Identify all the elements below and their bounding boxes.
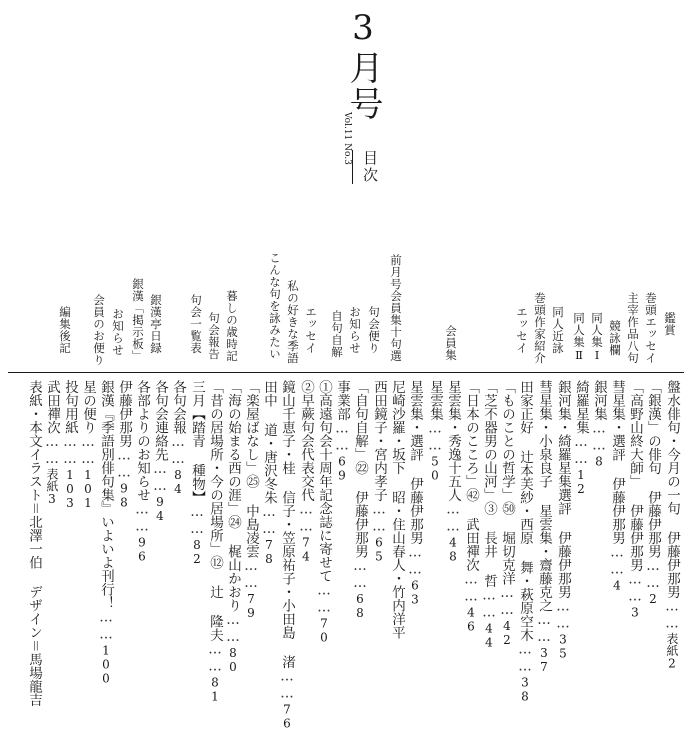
entry-text: 伊藤伊那男 xyxy=(116,380,132,448)
category-label: 主宰作品八句 xyxy=(626,292,640,364)
entry-text: 星雲集 xyxy=(427,380,443,421)
entry-page: 100 xyxy=(99,643,113,686)
entry-text: 銀河集・綺羅星集選評 伊藤伊那男 xyxy=(555,380,571,599)
section-divider xyxy=(8,372,684,373)
entry-leader: …… xyxy=(243,558,259,592)
entry-page: 74 xyxy=(299,535,313,564)
entry-page: 79 xyxy=(244,592,258,620)
entry-leader: …… xyxy=(407,544,423,579)
entry-leader: …… xyxy=(170,434,186,468)
category-label: 暮しの歳時記 xyxy=(225,290,239,362)
entry-text: 表紙・本文イラスト＝北澤一伯 デザイン＝馬場龍吉 xyxy=(26,380,42,707)
category-label: こんな句を詠みたい xyxy=(268,252,282,360)
toc-entry[interactable] xyxy=(607,380,627,593)
toc-entry[interactable] xyxy=(625,380,645,620)
entry-leader: …… xyxy=(152,461,168,495)
category-label: エッセイ xyxy=(515,306,529,354)
entry-text: 鏡山千恵子・桂 信子・笠原祐子・小田島 渚 xyxy=(279,380,295,669)
entry-text: 星の便り xyxy=(80,380,96,434)
entry-text: 盤水俳句・今月の一句 伊藤伊那男 xyxy=(664,380,680,599)
entry-text: 「昔の居場所・今の居場所」⑫ 辻 隆夫 xyxy=(207,380,223,642)
entry-text: 各句会連絡先 xyxy=(152,380,168,461)
entry-text: 銀河集 xyxy=(591,380,607,421)
entry-page: 63 xyxy=(408,578,422,607)
category-label: お知らせ xyxy=(111,308,125,356)
category-label: 編集後記 xyxy=(58,306,72,354)
entry-page: 101 xyxy=(81,468,95,510)
toc-entry[interactable] xyxy=(553,380,573,661)
entry-text: 銀漢『季語別俳句集』いよいよ刊行！ xyxy=(98,380,114,610)
category-label: 同人集Ⅰ xyxy=(590,312,604,363)
toc-entry[interactable] xyxy=(132,380,152,564)
category-label: 句会便り xyxy=(367,306,381,354)
entry-page: 37 xyxy=(537,646,551,674)
entry-text: 各句会報 xyxy=(170,380,186,434)
entry-page: 44 xyxy=(482,621,496,650)
entry-page: 48 xyxy=(446,535,460,564)
entry-leader: …… xyxy=(463,571,479,606)
category-label: 銀漢「掲示板」 xyxy=(131,278,145,362)
entry-leader: …… xyxy=(591,420,607,455)
toc-entry[interactable] xyxy=(515,380,535,704)
category-label: 前月号会員集十句選 xyxy=(389,254,403,362)
toc-entry[interactable] xyxy=(534,380,554,674)
toc-entry[interactable] xyxy=(643,380,663,606)
entry-page: 78 xyxy=(262,538,276,566)
toc-entry[interactable] xyxy=(42,380,62,506)
category-label: 会員のお便り xyxy=(92,294,106,366)
entry-page: 8 xyxy=(592,454,606,469)
entry-page: 70 xyxy=(317,616,331,645)
toc-entry[interactable] xyxy=(205,380,225,704)
entry-text: 三月【踏青 種物】 xyxy=(189,380,205,504)
entry-page: 96 xyxy=(135,535,149,564)
category-label: 私の好きな季語 xyxy=(286,280,300,364)
entry-page: 46 xyxy=(464,605,478,634)
entry-leader: …… xyxy=(334,420,350,455)
toc-entry[interactable] xyxy=(314,380,334,645)
entry-page: 50 xyxy=(428,454,442,483)
toc-entry[interactable] xyxy=(350,380,370,620)
entry-leader: …… xyxy=(609,544,625,579)
entry-text: 事業部 xyxy=(334,380,350,421)
toc-entry[interactable] xyxy=(443,380,463,564)
toc-entry[interactable] xyxy=(259,380,279,566)
entry-leader: …… xyxy=(517,641,533,676)
toc-entry[interactable] xyxy=(277,380,297,731)
entry-leader: …… xyxy=(44,434,60,468)
toc-entry[interactable] xyxy=(241,380,261,620)
entry-page: 81 xyxy=(208,675,222,704)
entry-text: 各部よりのお知らせ xyxy=(134,380,150,502)
entry-text: 星雲集・選評 伊藤伊那男 xyxy=(407,380,423,545)
entry-page: 2 xyxy=(646,592,660,606)
entry-text: 「高野山終大師」 伊藤伊那男 xyxy=(627,380,643,572)
toc-entry[interactable] xyxy=(187,380,207,566)
entry-leader: …… xyxy=(225,612,241,646)
entry-leader: …… xyxy=(645,558,661,592)
entry-text: 投句用紙 xyxy=(62,380,78,434)
entry-text: ①高遠句会十周年記念誌に寄せて xyxy=(316,380,332,583)
category-label: 同人集Ⅱ xyxy=(572,312,586,363)
entry-text: 綺羅星集 xyxy=(573,380,589,434)
entry-leader: …… xyxy=(298,501,314,536)
entry-leader: …… xyxy=(98,609,114,644)
entry-text: 「海の始まる西の涯」㉔ 梶山かおり xyxy=(225,380,241,612)
entry-page: 35 xyxy=(556,632,570,661)
credits-line xyxy=(24,380,44,707)
entry-page: 98 xyxy=(117,481,131,510)
toc-entry[interactable] xyxy=(461,380,481,634)
category-label: 競詠欄 xyxy=(608,320,622,356)
entry-page: 12 xyxy=(574,468,588,496)
entry-page: 94 xyxy=(153,495,167,523)
entry-page: 65 xyxy=(372,535,386,564)
entry-text: 彗星集・選評 伊藤伊那男 xyxy=(609,380,625,545)
toc-entry[interactable] xyxy=(78,380,98,510)
category-label: 巻頭作家紹介 xyxy=(533,292,547,364)
issue-title: 3月号 xyxy=(343,8,383,122)
entry-text: 「芝不器男の山河」③ 長井 哲 xyxy=(481,380,497,588)
toc-entry[interactable] xyxy=(589,380,609,469)
entry-leader: …… xyxy=(499,585,515,619)
entry-page: 68 xyxy=(353,592,367,620)
entry-text: ②早蕨句会代表交代 xyxy=(298,380,314,502)
toc-entry[interactable] xyxy=(405,380,425,607)
entry-page: 3 xyxy=(628,605,642,620)
entry-text: 西田鏡子・宮内孝子 xyxy=(371,380,387,502)
entry-leader: …… xyxy=(445,501,461,536)
entry-page: 84 xyxy=(171,468,185,496)
entry-leader: …… xyxy=(207,641,223,676)
entry-leader: …… xyxy=(116,447,132,482)
entry-text: 彗星集・小泉良子 星雲集・齋藤克之 xyxy=(536,380,552,612)
entry-text: 「銀漢」の俳句 伊藤伊那男 xyxy=(645,380,661,558)
entry-leader: …… xyxy=(481,587,497,622)
toc-entry[interactable] xyxy=(497,380,517,647)
toc-heading: 目次 xyxy=(352,150,381,184)
entry-page: 103 xyxy=(63,468,77,510)
entry-leader: …… xyxy=(627,571,643,606)
entry-leader: …… xyxy=(555,598,571,633)
category-label: 自句自解 xyxy=(330,310,344,358)
toc-entry[interactable] xyxy=(114,380,134,510)
toc-entry[interactable] xyxy=(296,380,316,564)
entry-leader: …… xyxy=(371,501,387,536)
entry-leader: …… xyxy=(279,668,295,703)
toc-entry[interactable] xyxy=(369,380,389,564)
toc-entry[interactable] xyxy=(425,380,445,483)
category-label: 銀漢亭日録 xyxy=(149,294,163,354)
entry-leader: …… xyxy=(261,504,277,538)
entry-leader: …… xyxy=(352,558,368,592)
entry-leader: …… xyxy=(316,582,332,617)
entry-text: 星雲集・秀逸十五人 xyxy=(445,380,461,502)
entry-page: 76 xyxy=(280,702,294,731)
toc-entry[interactable] xyxy=(662,380,682,671)
entry-text: 武田禪次 xyxy=(44,380,60,434)
entry-leader: …… xyxy=(427,420,443,455)
entry-text: 尼崎沙羅・坂下 昭・住山春人・竹内洋平 xyxy=(389,380,405,639)
entry-page: 表紙2 xyxy=(665,632,679,671)
entry-text: 「楽屋ばなし」㉕ 中島凌雲 xyxy=(243,380,259,558)
entry-leader: …… xyxy=(134,501,150,536)
entry-text: 「自句自解」㉒ 伊藤伊那男 xyxy=(352,380,368,558)
category-label: お知らせ xyxy=(348,306,362,354)
entry-leader: …… xyxy=(664,598,680,633)
toc-entry[interactable] xyxy=(223,380,243,674)
entry-page: 80 xyxy=(226,646,240,674)
toc-entry[interactable] xyxy=(60,380,80,510)
entry-leader: …… xyxy=(189,504,205,538)
entry-text: 田中 道・唐沢冬朱 xyxy=(261,380,277,504)
entry-text: 田家正好 辻本芙紗・西原 舞・萩原空木 xyxy=(517,380,533,642)
entry-page: 38 xyxy=(518,675,532,704)
entry-leader: …… xyxy=(536,612,552,646)
entry-page: 42 xyxy=(500,619,514,647)
category-label: 同人近詠 xyxy=(551,306,565,354)
toc-entry[interactable] xyxy=(168,380,188,496)
entry-text: 「ものことの哲学」㊿ 堀切克洋 xyxy=(499,380,515,585)
toc-entry[interactable] xyxy=(96,380,116,686)
toc-entry[interactable] xyxy=(479,380,499,650)
category-label: エッセイ xyxy=(304,306,318,354)
category-label: 巻頭エッセイ xyxy=(644,292,658,364)
category-label: 句会報告 xyxy=(207,312,221,360)
entry-leader: …… xyxy=(80,434,96,468)
toc-entry[interactable] xyxy=(571,380,591,496)
toc-entry[interactable] xyxy=(387,380,407,639)
category-label: 会員集 xyxy=(444,325,458,361)
entry-page: 4 xyxy=(610,578,624,593)
entry-page: 82 xyxy=(190,538,204,566)
toc-entry[interactable] xyxy=(150,380,170,523)
entry-leader: …… xyxy=(62,434,78,468)
entry-leader: …… xyxy=(573,434,589,468)
volume-label: Vol.11 No.3 xyxy=(342,112,352,165)
toc-entry[interactable] xyxy=(332,380,352,483)
entry-text: 「日本のこころ」㊷ 武田禪次 xyxy=(463,380,479,572)
category-label: 鑑賞 xyxy=(663,312,677,336)
entry-page: 69 xyxy=(335,454,349,483)
entry-page: 表紙3 xyxy=(45,468,59,506)
category-label: 句会一覧表 xyxy=(189,294,203,354)
